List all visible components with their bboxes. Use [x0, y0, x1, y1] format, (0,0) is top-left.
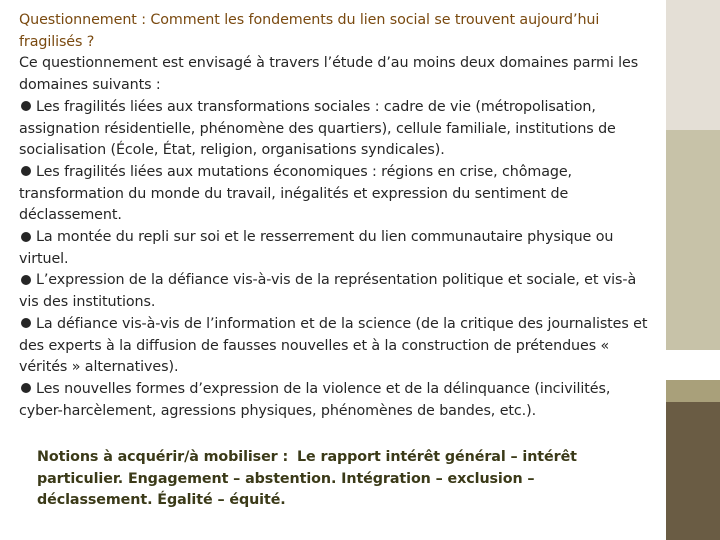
list-item	[19, 379, 655, 422]
decorative-strip-khaki	[666, 130, 720, 350]
bullet-icon	[21, 166, 31, 176]
list-item-text: La montée du repli sur soi et le resserrement du lien communautaire physique ou virtuel.	[19, 229, 614, 267]
notions-label: Notions à acquérir/à mobiliser :	[37, 449, 289, 465]
bullet-icon	[21, 275, 31, 285]
decorative-strip-light	[666, 0, 720, 130]
list-item-text: L’expression de la défiance vis-à-vis de la représentation politique et sociale, et vis-à vis des institutions.	[19, 272, 637, 311]
list-item	[19, 97, 655, 162]
list-item	[19, 314, 655, 379]
list-item-text: Les nouvelles formes d’expression de la violence et de la délinquance (incivilités, cyber-harcèlement, agressions physiques, phénomènes de bandes, etc.).	[19, 380, 611, 419]
notions-text: Le rapport intérêt général – intérêt particulier. Engagement – abstention. Intégration – exclusion – déclassement. Égalité – équité.	[37, 449, 577, 509]
bullet-icon	[21, 101, 31, 111]
bullet-icon	[21, 318, 31, 328]
decorative-strip-brown	[666, 402, 720, 540]
main-text-block	[19, 10, 655, 422]
list-item	[19, 270, 655, 313]
page-title: Questionnement : Comment les fondements du lien social se trouvent aujourd’hui fragilisés ?	[19, 12, 600, 50]
intro-text: Ce questionnement est envisagé à travers l’étude d’au moins deux domaines parmi les domaines suivants :	[19, 55, 639, 94]
decorative-strip-white	[666, 350, 720, 380]
bullet-icon	[21, 232, 31, 242]
decorative-strip-olive	[666, 380, 720, 402]
list-item-text: Les fragilités liées aux transformations sociales : cadre de vie (métropolisation, assignation résidentielle, phénomène des quartiers), cellule familiale, institutions de socialisation (École, État, religion, organisations syndicales).	[19, 98, 616, 159]
bullet-icon	[21, 383, 31, 393]
list-item-text: La défiance vis-à-vis de l’information et de la science (de la critique des journalistes et des experts à la diffusion de fausses nouvelles et à la construction de prétendues « vérités » alternatives).	[19, 315, 648, 376]
notions-block	[37, 447, 647, 512]
list-item-text: Les fragilités liées aux mutations économiques : régions en crise, chômage, transformation du monde du travail, inégalités et expression du sentiment de déclassement.	[19, 163, 572, 224]
list-item	[19, 162, 655, 227]
list-item	[19, 227, 655, 270]
